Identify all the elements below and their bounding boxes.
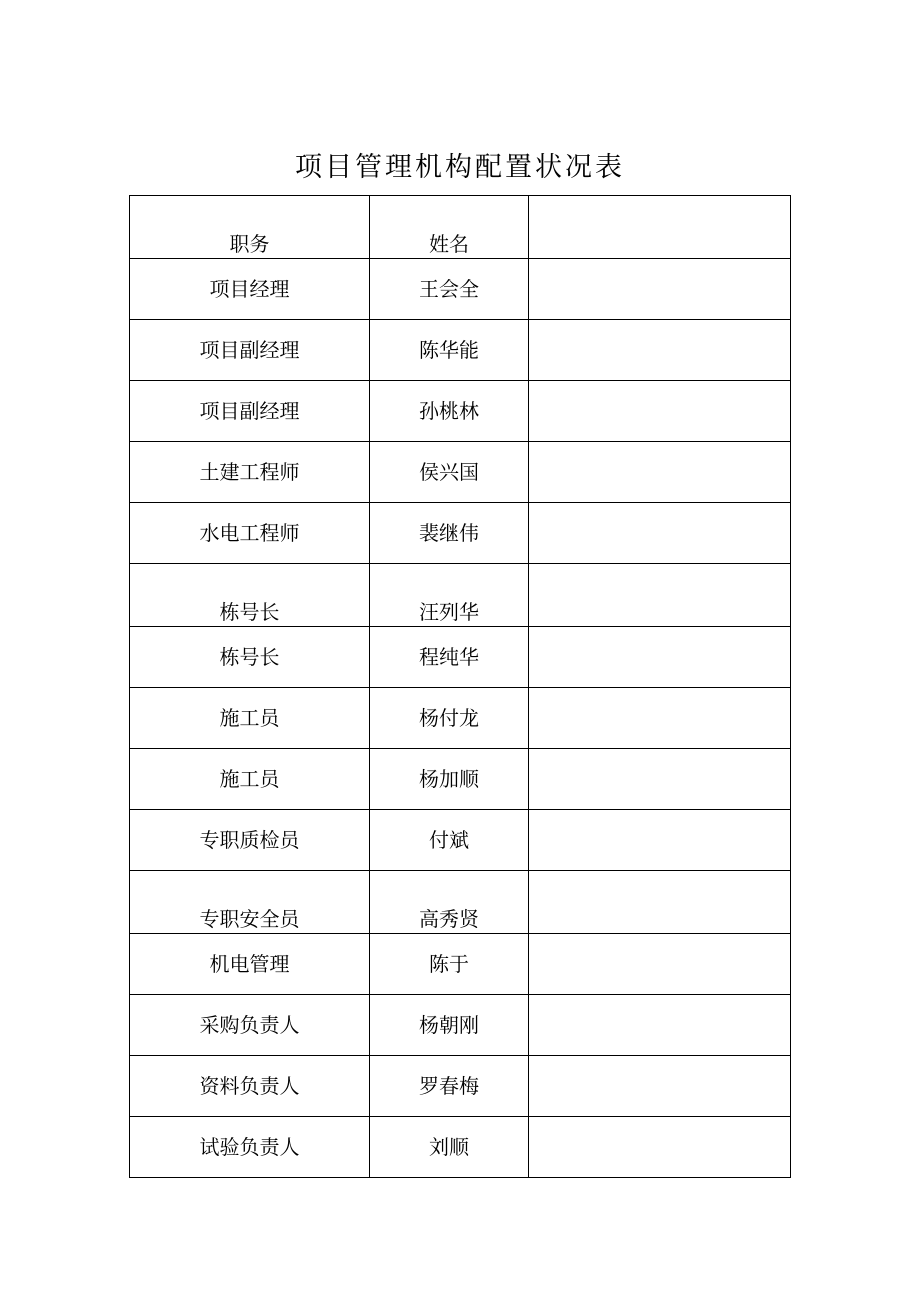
note-cell (529, 1056, 791, 1117)
table-row (130, 749, 791, 810)
note-cell (529, 934, 791, 995)
name-cell: 孙桃林 (370, 381, 529, 442)
name-cell: 王会全 (370, 259, 529, 320)
position-cell: 土建工程师 (130, 442, 370, 503)
position-cell: 水电工程师 (130, 503, 370, 564)
name-cell: 刘顺 (370, 1117, 529, 1178)
position-cell: 栋号长 (130, 627, 370, 688)
table-row (130, 810, 791, 871)
note-cell (529, 688, 791, 749)
name-cell: 汪列华 (370, 564, 529, 627)
name-cell: 杨付龙 (370, 688, 529, 749)
note-cell (529, 627, 791, 688)
column-header-name: 姓名 (370, 196, 529, 259)
position-cell: 试验负责人 (130, 1117, 370, 1178)
column-header-position: 职务 (130, 196, 370, 259)
name-cell: 杨加顺 (370, 749, 529, 810)
position-cell: 项目副经理 (130, 381, 370, 442)
note-cell (529, 320, 791, 381)
staff-table (129, 195, 791, 1178)
name-cell: 付斌 (370, 810, 529, 871)
note-cell (529, 810, 791, 871)
table-header-row (130, 196, 791, 259)
name-cell: 裴继伟 (370, 503, 529, 564)
table-row (130, 1056, 791, 1117)
note-cell (529, 442, 791, 503)
note-cell (529, 564, 791, 627)
position-cell: 栋号长 (130, 564, 370, 627)
table-row (130, 627, 791, 688)
note-cell (529, 381, 791, 442)
table-row (130, 934, 791, 995)
table-row (130, 871, 791, 934)
table-row (130, 381, 791, 442)
position-cell: 项目副经理 (130, 320, 370, 381)
table-row (130, 995, 791, 1056)
position-cell: 机电管理 (130, 934, 370, 995)
table-row (130, 442, 791, 503)
position-cell: 专职安全员 (130, 871, 370, 934)
column-header-note (529, 196, 791, 259)
note-cell (529, 871, 791, 934)
table-row (130, 564, 791, 627)
table-row (130, 1117, 791, 1178)
note-cell (529, 503, 791, 564)
name-cell: 侯兴国 (370, 442, 529, 503)
position-cell: 施工员 (130, 749, 370, 810)
name-cell: 陈于 (370, 934, 529, 995)
table-row (130, 259, 791, 320)
position-cell: 项目经理 (130, 259, 370, 320)
note-cell (529, 1117, 791, 1178)
table-row (130, 503, 791, 564)
name-cell: 罗春梅 (370, 1056, 529, 1117)
note-cell (529, 995, 791, 1056)
note-cell (529, 749, 791, 810)
table-row (130, 320, 791, 381)
name-cell: 高秀贤 (370, 871, 529, 934)
name-cell: 陈华能 (370, 320, 529, 381)
name-cell: 杨朝刚 (370, 995, 529, 1056)
position-cell: 采购负责人 (130, 995, 370, 1056)
note-cell (529, 259, 791, 320)
position-cell: 专职质检员 (130, 810, 370, 871)
position-cell: 施工员 (130, 688, 370, 749)
name-cell: 程纯华 (370, 627, 529, 688)
position-cell: 资料负责人 (130, 1056, 370, 1117)
table-row (130, 688, 791, 749)
page-title: 项目管理机构配置状况表 (295, 152, 625, 183)
